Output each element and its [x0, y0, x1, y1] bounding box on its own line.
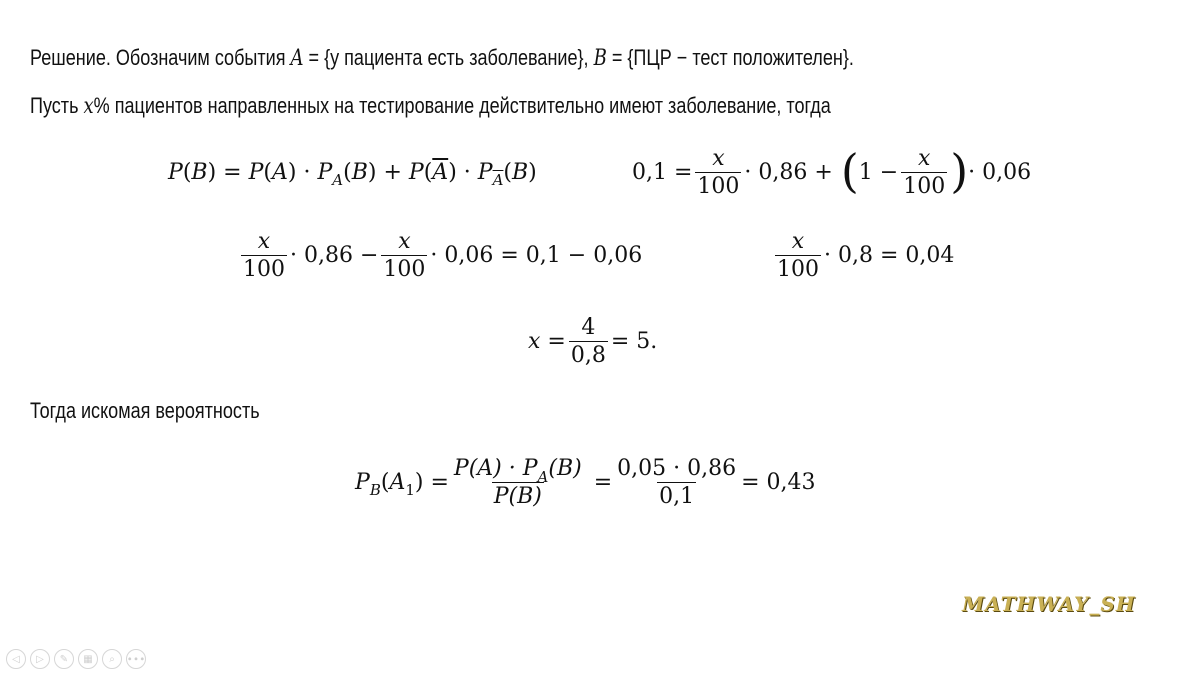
- equation-4: x = $\frac{4}{0,8}$ = 5.: [528, 315, 658, 368]
- equation-3: $\frac{x}{100}$ · 0,8 = 0,04: [777, 229, 955, 282]
- fraction: $\frac{x}{100}$: [697, 146, 740, 199]
- bayes-formula: P B ( A 1 ) = $\frac{P(A) \cdot P_A(B)}{P(B)}$ = $\frac{0,05 \cdot 0,86}{0,1}$ = 0,43: [355, 456, 816, 509]
- prev-icon[interactable]: ◁: [6, 649, 26, 669]
- fraction: $\frac{0,05 \cdot 0,86}{0,1}$: [617, 456, 737, 509]
- assumption-line: Пусть x% пациентов направленных на тестирование действительно имеют заболевание, тогда: [30, 93, 831, 119]
- fraction: $\frac{x}{100}$: [903, 146, 946, 199]
- next-icon[interactable]: ▷: [30, 649, 50, 669]
- fraction: $\frac{x}{100}$: [383, 229, 426, 282]
- pen-icon[interactable]: ✎: [54, 649, 74, 669]
- total-probability-formula: P ( B ) = P ( A ) · P A ( B ) + P ( $\overline{A}$ ) · P $\overline{A}$ ( B ): [168, 160, 537, 189]
- fraction: $\frac{P(A) \cdot P_A(B)}{P(B)}$: [453, 456, 582, 509]
- fraction: $\frac{4}{0,8}$: [570, 315, 606, 368]
- more-icon[interactable]: ∙∙∙: [126, 649, 146, 669]
- slide-controls: [6, 649, 146, 669]
- zoom-icon[interactable]: ⌕: [102, 649, 122, 669]
- conclusion-text: Тогда искомая вероятность: [30, 398, 260, 423]
- slides-icon[interactable]: ▦: [78, 649, 98, 669]
- fraction: $\frac{x}{100}$: [777, 229, 819, 282]
- solution-intro: Решение. Обозначим события A = {у пациента есть заболевание}, B = {ПЦР − тест положителен}.: [30, 45, 854, 71]
- fraction: $\frac{x}{100}$: [243, 229, 285, 282]
- equation-1: 0,1 = $\frac{x}{100}$ · 0,86 + ( 1 − $\frac{x}{100}$ ) · 0,06: [632, 143, 1032, 199]
- equation-2: $\frac{x}{100}$ · 0,86 − $\frac{x}{100}$ · 0,06 = 0,1 − 0,06: [243, 229, 643, 282]
- author-signature: MATHWAY_SH: [962, 592, 1136, 616]
